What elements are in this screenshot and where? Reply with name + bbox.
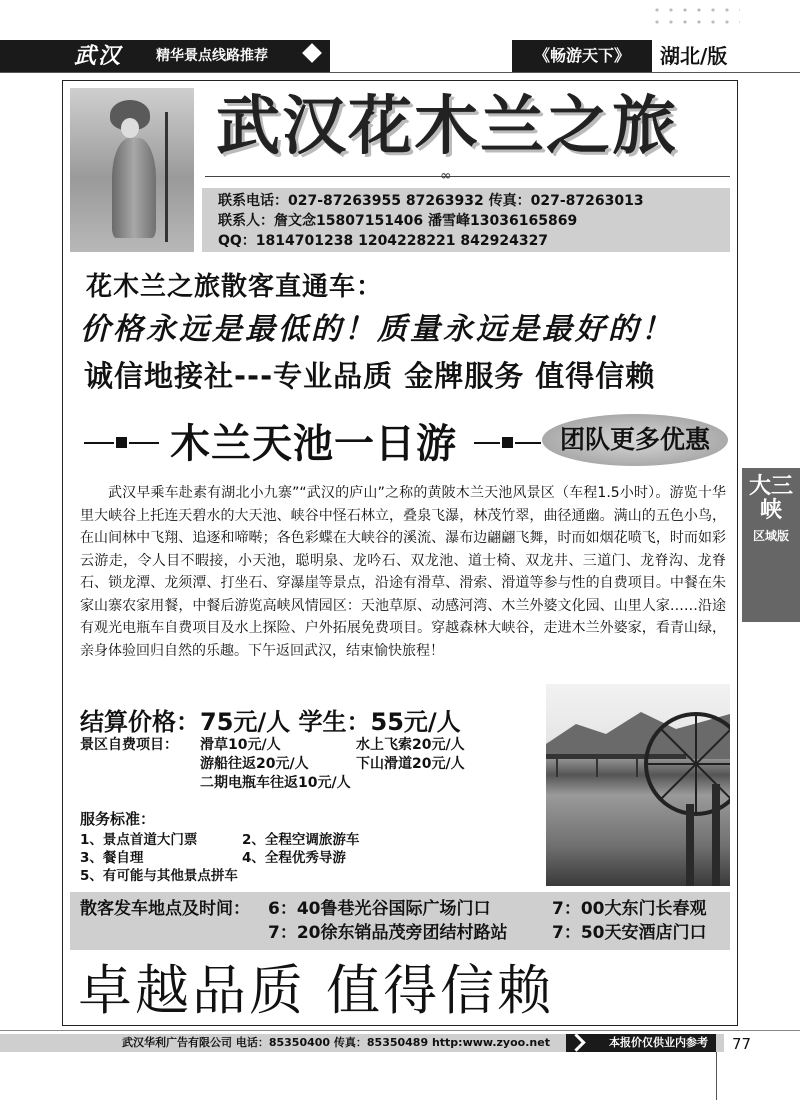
waterwheel-scene-icon xyxy=(546,684,730,886)
headline-promise: 价格永远是最低的！质量永远是最好的！ xyxy=(80,312,674,347)
tour-description xyxy=(80,482,726,662)
footer-company-info: 武汉华利广告有限公司 电话：85350400 传真：85350489 http:www.zyoo.net xyxy=(122,1036,550,1049)
figurine-body xyxy=(112,138,156,238)
service-item: 3、餐自理 xyxy=(80,850,144,866)
description-text: 武汉早乘车赴素有湖北小九寨”“武汉的庐山”之称的黄陂木兰天池风景区（车程1.5小时）。游览十华里大峡谷上托连天碧水的大天池、峡谷中怪石林立，叠泉飞瀑，林茂竹翠，曲径通幽。满山的五色小鸟，在山间林中飞翔、追逐和啼啭；各色彩蝶在大峡谷的溪流、瀑布边翩翩飞舞，时而如烟花喷飞，时而如彩云游走，令人目不暇接，小天池，聪明泉、龙吟石、双龙池、道士椅、双龙井、三道门、龙脊沟、龙脊石、锁龙潭、龙须潭、打坐石、穿瀑崖等景点，沿途有滑草、滑索、滑道等参与性的自费项目。中餐在朱家山寨农家用餐，中餐后游览高峡风情园区：天池草原、动感河湾、木兰外婆文化园、山里人家……沿途有观光电瓶车自费项目及水上探险、户外拓展免费项目。穿越森林大峡谷，走进木兰外婆家，看青山绿，亲身体验回归自然的乐趣。下午返回武汉，结束愉快旅程！ xyxy=(80,485,726,659)
price-line: 结算价格：75元/人 学生：55元/人 xyxy=(80,708,461,736)
lake-waterwheel-photo xyxy=(546,684,730,886)
service-item: 1、景点首道大门票 xyxy=(80,832,198,848)
headline-trust: 诚信地接社---专业品质 金牌服务 值得信赖 xyxy=(84,359,656,393)
departure-stop: 6：40鲁巷光谷国际广场门口 xyxy=(268,899,491,919)
selfpay-item: 下山滑道20元/人 xyxy=(356,756,465,772)
service-item: 2、全程空调旅游车 xyxy=(242,832,360,848)
slogan: 卓越品质 值得信赖 xyxy=(78,959,555,1022)
margin-line xyxy=(716,1052,717,1100)
service-item: 4、全程优秀导游 xyxy=(242,850,346,866)
figurine-face xyxy=(121,118,139,138)
magazine-name: 《畅游天下》 xyxy=(533,46,630,65)
selfpay-item: 二期电瓶车往返10元/人 xyxy=(200,775,351,791)
footer-note: 本报价仅供业内参考 xyxy=(609,1036,708,1049)
contact-qq: QQ：1814701238 1204228221 842924327 xyxy=(218,233,549,249)
selfpay-label: 景区自费项目： xyxy=(80,737,178,753)
group-discount-badge xyxy=(542,414,728,466)
region-side-tab xyxy=(742,468,800,622)
knot-ornament-icon: ∞ xyxy=(440,168,452,184)
footer-note-bar xyxy=(566,1034,716,1052)
departure-stop: 7：00大东门长春观 xyxy=(552,899,707,919)
ad-title: 武汉花木兰之旅 xyxy=(216,89,678,164)
headline-express: 花木兰之旅散客直通车： xyxy=(86,272,384,302)
badge-label: 团队更多优惠 xyxy=(559,425,710,454)
side-tab-title: 大三峡 xyxy=(748,473,793,523)
magazine-name-bar xyxy=(512,40,652,72)
figurine-spear xyxy=(165,112,168,242)
title-rule xyxy=(205,176,730,177)
contact-phone: 联系电话：027-87263955 87263932 传真：027-87263013 xyxy=(218,193,644,209)
selfpay-item: 游船往返20元/人 xyxy=(200,756,309,772)
selfpay-item: 水上飞索20元/人 xyxy=(356,737,465,753)
departure-stop: 7：50天安酒店门口 xyxy=(552,923,707,943)
decorative-dots xyxy=(650,4,740,32)
contact-persons: 联系人：詹文念15807151406 潘雪峰13036165869 xyxy=(218,213,578,229)
departure-stop: 7：20徐东销品茂旁团结村路站 xyxy=(268,923,508,943)
service-item: 5、有可能与其他景点拼车 xyxy=(80,868,238,884)
footer-divider xyxy=(0,1030,800,1031)
header-brush-title: 武汉 xyxy=(74,43,123,69)
tour-title: 木兰天池一日游 xyxy=(170,420,457,467)
side-tab-subtitle: 区域版 xyxy=(752,529,789,543)
selfpay-item: 滑草10元/人 xyxy=(200,737,281,753)
header-divider xyxy=(0,72,800,73)
header-subtitle: 精华景点线路推荐 xyxy=(156,48,268,64)
region-label: 湖北/版 xyxy=(660,44,728,68)
page-number: 77 xyxy=(732,1035,752,1053)
service-standard-title: 服务标准： xyxy=(80,810,156,828)
departure-label: 散客发车地点及时间： xyxy=(80,899,250,919)
